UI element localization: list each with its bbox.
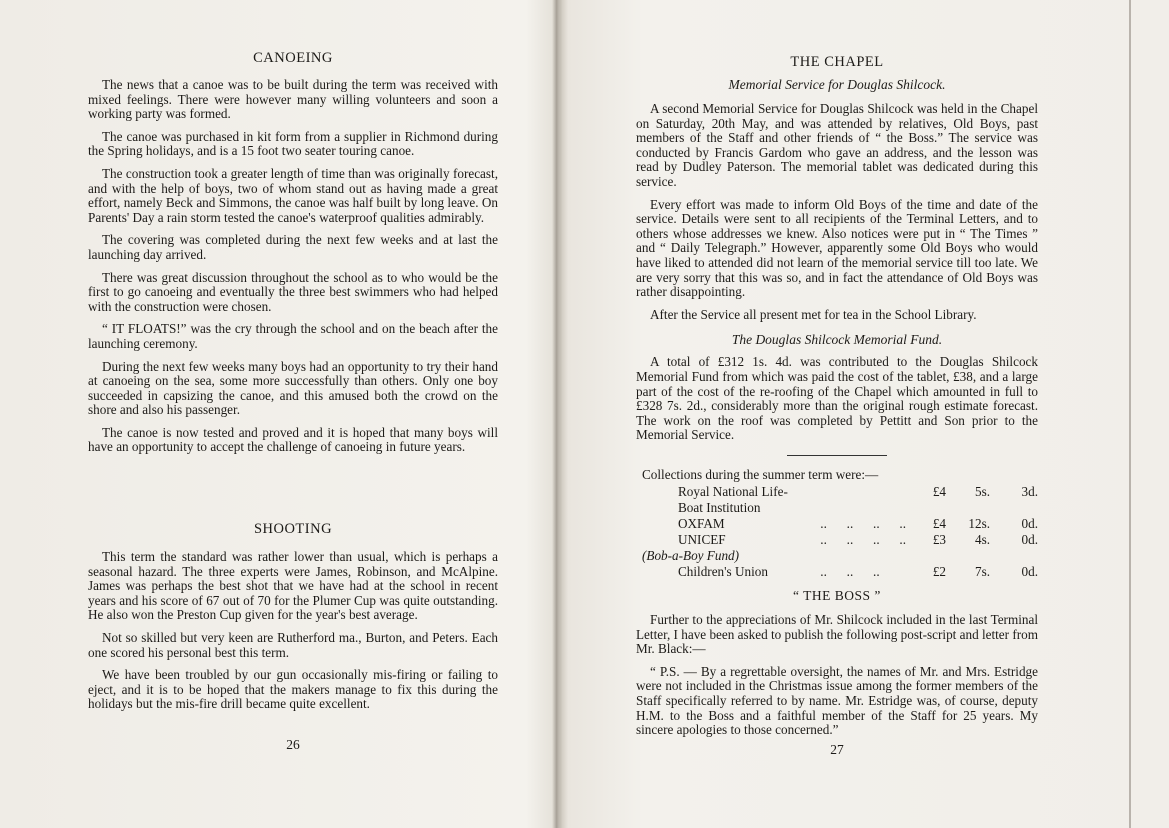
collection-pounds: £2: [932, 564, 946, 579]
canoeing-paragraph: The canoe is now tested and proved and it is hoped that many boys will have an opportunity to accept the challenge of canoeing in future years.: [88, 424, 498, 455]
collections-section: [636, 467, 1038, 580]
boss-paragraph: “ P.S. — By a regrettable oversight, the names of Mr. and Mrs. Estridge were not included in the Christmas issue among the former members of the Staff specifically referred to by name. Mr. Estridge was, of course, deputy H.M. to the Boss and a faithful member of the Staff for 25 years. My sincere apologies to those concerned.”: [636, 663, 1038, 738]
right-page: [636, 0, 1038, 828]
collection-shillings: 5s.: [974, 484, 990, 499]
collection-pounds: £3: [932, 532, 946, 547]
collection-shillings: 7s.: [974, 564, 990, 579]
collection-label: Children's Union: [678, 564, 768, 579]
fund-subheading: The Douglas Shilcock Memorial Fund.: [731, 332, 943, 348]
collections-table: [642, 484, 1038, 580]
collection-row: [642, 532, 1038, 548]
collection-group-label: (Bob-a-Boy Fund): [642, 548, 740, 563]
collection-pence: 3d.: [1021, 484, 1038, 499]
collection-group-row: [642, 548, 1038, 564]
canoeing-paragraph: The covering was completed during the next few weeks and at last the launching day arrived.: [88, 232, 498, 262]
boss-heading: “ THE BOSS ”: [793, 588, 881, 603]
collection-label: OXFAM: [678, 516, 725, 531]
canoeing-paragraph: “ IT FLOATS!” was the cry through the school and on the beach after the launching ceremony.: [88, 321, 498, 351]
fund-paragraph: A total of £312 1s. 4d. was contributed to the Douglas Shilcock Memorial Fund from which was paid the cost of the tablet, £38, and a large part of the cost of the re-roofing of the Chapel which amounted in full to £328 7s. 2d., considerably more than the original rough estimate forecast. The work on the roof was completed by Pettitt and Son prior to the Memorial Service.: [636, 354, 1038, 443]
collection-label: Royal National Life-Boat Institution: [678, 484, 788, 515]
chapel-section: [636, 54, 1038, 456]
collection-row: [642, 564, 1038, 580]
collection-dots: [808, 484, 906, 516]
canoeing-paragraph: The news that a canoe was to be built during the term was received with mixed feelings. There were however many willing volunteers and soon a working party was formed.: [88, 77, 498, 122]
boss-section: [636, 588, 1038, 746]
shooting-paragraph: This term the standard was rather lower than usual, which is perhaps a seasonal hazard. The three experts were James, Robinson, and McAlpine. James was perhaps the best shot that we have had at the school in recent years and his score of 67 out of 70 for the Plumer Cup was quite outstanding. He also won the Preston Cup given for the year's best average.: [88, 549, 498, 623]
collection-dots: .. .. .. ..: [820, 532, 906, 547]
collection-shillings: 4s.: [974, 532, 990, 547]
collection-pence: 0d.: [1021, 532, 1038, 547]
canoeing-heading: CANOEING: [253, 50, 333, 66]
chapel-paragraph: Every effort was made to inform Old Boys of the time and date of the service. Details were sent to all recipients of the Terminal Letters, and to others whose addresses we knew. Also notices were put in “ The Times ” and “ Daily Telegraph.” However, apparently some Old Boys who would have liked to attended did not learn of the memorial service till too late. We are very sorry that this was so, and in fact the attendance of Old Boys was rather disappointing.: [636, 196, 1038, 300]
canoeing-paragraph: The canoe was purchased in kit form from a supplier in Richmond during the Spring holidays, and is a 15 foot two seater touring canoe.: [88, 128, 498, 159]
shooting-paragraph: Not so skilled but very keen are Rutherford ma., Burton, and Peters. Each one scored his personal best this term.: [88, 629, 498, 660]
left-page: [88, 0, 498, 828]
collection-row: [642, 484, 1038, 516]
book-gutter: [552, 0, 562, 828]
collection-dots: .. .. ..: [820, 564, 880, 579]
boss-paragraph: Further to the appreciations of Mr. Shilcock included in the last Terminal Letter, I have been asked to publish the following post-script and letter from Mr. Black:—: [636, 612, 1038, 657]
collection-dots: .. .. .. ..: [820, 516, 906, 531]
page-number: 26: [286, 737, 300, 752]
shooting-heading: SHOOTING: [253, 521, 333, 537]
chapel-paragraph: After the Service all present met for tea in the School Library.: [650, 306, 977, 322]
page-number: 27: [830, 742, 844, 757]
chapel-paragraph: A second Memorial Service for Douglas Shilcock was held in the Chapel on Saturday, 20th May, and was attended by relatives, Old Boys, past members of the Staff and other friends of “ the Boss.” The service was conducted by Francis Gardom who gave an address, and the lesson was read by Dudley Paterson. The memorial tablet was dedicated during this service.: [636, 101, 1038, 189]
canoeing-paragraph: There was great discussion throughout the school as to who would be the first to go canoeing and eventually the three best swimmers who had helped with the construction were chosen.: [88, 269, 498, 314]
collection-pounds: £4: [932, 484, 946, 499]
divider-rule: [787, 455, 887, 456]
shooting-section: [88, 521, 498, 720]
canoeing-paragraph: During the next few weeks many boys had an opportunity to try their hand at canoeing on the sea, some more successfully than others. Only one boy succeeded in capsizing the canoe, and this amused both the crowd on the shore and also his passenger.: [88, 358, 498, 418]
canoeing-section: [88, 50, 498, 463]
collection-pounds: £4: [932, 516, 946, 531]
chapel-heading: THE CHAPEL: [790, 54, 884, 70]
canoeing-paragraph: The construction took a greater length of time than was originally forecast, and with the help of boys, two of whom stand out as having made a great effort, namely Beck and Simmons, the canoe was half built by long leave. On Parents' Day a rain storm tested the canoe's waterproof qualities admirably.: [88, 165, 498, 225]
collection-shillings: 12s.: [968, 516, 990, 531]
collection-pence: 0d.: [1021, 516, 1038, 531]
collection-row: [642, 516, 1038, 532]
collections-intro: Collections during the summer term were:—: [642, 467, 879, 482]
collection-label: UNICEF: [678, 532, 726, 547]
collection-pence: 0d.: [1021, 564, 1038, 579]
page-edge: [1129, 0, 1131, 828]
chapel-subheading: Memorial Service for Douglas Shilcock.: [728, 77, 946, 92]
shooting-paragraph: We have been troubled by our gun occasionally mis-firing or failing to eject, and it is to be hoped that the makers manage to fix this during the holidays but the mis-fire drill became quite excellent.: [88, 667, 498, 712]
